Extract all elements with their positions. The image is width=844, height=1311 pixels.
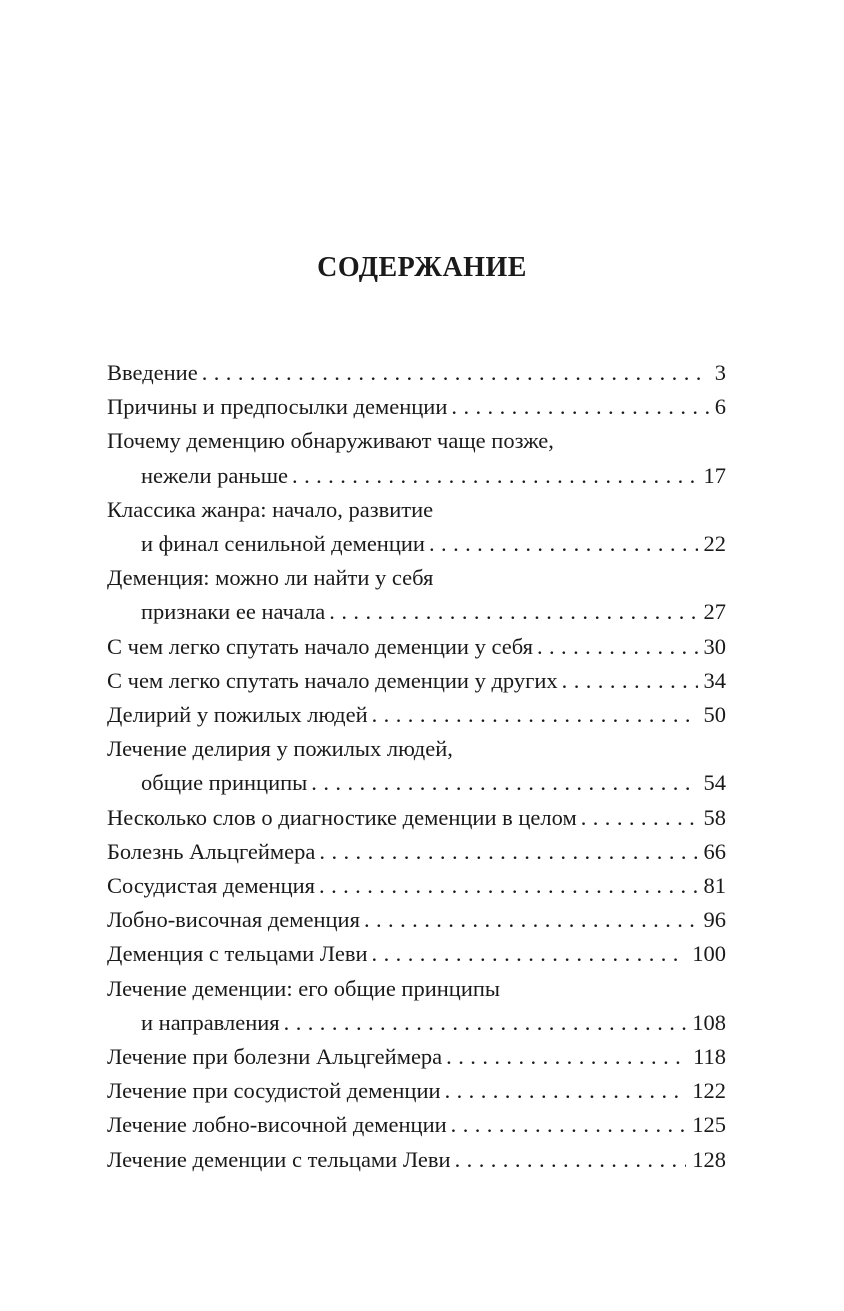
toc-entry-title: Причины и предпосылки деменции (107, 394, 448, 420)
toc-entry-continuation-line (107, 595, 726, 629)
toc-entry (107, 698, 726, 732)
toc-entry-title: Болезнь Альцгеймера (107, 838, 316, 864)
dot-leader (537, 630, 698, 664)
toc-entry-title: и финал сенильной деменции (141, 531, 425, 557)
toc-entry-title: нежели раньше (141, 462, 289, 488)
toc-entry (107, 390, 726, 424)
toc-entry-title: Несколько слов о диагностике деменции в целом (107, 804, 577, 830)
toc-entry (107, 664, 726, 698)
toc-entry-title: Деменция: можно ли найти у себя (107, 565, 434, 591)
toc-entry-line (107, 390, 726, 424)
dot-leader (292, 459, 697, 493)
toc-entry (107, 732, 726, 800)
toc-page-number: 17 (703, 462, 726, 488)
toc-page-number: 81 (703, 873, 726, 899)
dot-leader (319, 869, 697, 903)
toc-page-number: 27 (703, 599, 726, 625)
toc-page-number: 50 (703, 702, 726, 728)
toc-entry (107, 356, 726, 390)
toc-entry-title: Введение (107, 360, 198, 385)
toc-entry-title: Лечение лобно-височной деменции (107, 1112, 447, 1138)
dot-leader (451, 1108, 687, 1142)
toc-page-number: 54 (703, 770, 726, 796)
dot-leader (364, 903, 698, 937)
toc-entry-line (107, 835, 726, 869)
toc-entry (107, 1143, 726, 1177)
toc-entry-line (107, 937, 726, 971)
dot-leader (202, 356, 709, 390)
dot-leader (284, 1006, 687, 1040)
dot-leader (319, 835, 697, 869)
toc-entry-title: Сосудистая деменция (107, 873, 316, 899)
toc-page-number: 66 (703, 838, 726, 864)
toc-entry-line (107, 424, 726, 458)
toc-entry-title: Лечение деменции: его общие принципы (107, 975, 501, 1001)
toc-entry-continuation-line (107, 527, 726, 561)
toc-entry-continuation-line (107, 1006, 726, 1040)
toc-entry-title: С чем легко спутать начало деменции у других (107, 667, 558, 693)
toc-entry-title: С чем легко спутать начало деменции у себя (107, 633, 533, 659)
dot-leader (562, 664, 698, 698)
toc-entry-line (107, 1143, 726, 1177)
toc-entry-line (107, 630, 726, 664)
toc-entry-title: Делирий у пожилых людей (107, 702, 368, 728)
toc-entry-title: Деменция с тельцами Леви (107, 941, 368, 967)
toc-entry (107, 493, 726, 561)
toc-entry-title: Лечение делирия у пожилых людей, (107, 736, 453, 762)
toc-page-number: 108 (692, 1009, 726, 1035)
toc-entry-line (107, 1040, 726, 1074)
dot-leader (445, 1074, 687, 1108)
toc-page-number: 96 (703, 907, 726, 933)
dot-leader (372, 698, 698, 732)
dot-leader (372, 937, 687, 971)
dot-leader (329, 595, 697, 629)
toc-entry (107, 801, 726, 835)
toc-entry (107, 561, 726, 629)
toc-page-number: 118 (693, 1044, 726, 1070)
toc-entry (107, 1040, 726, 1074)
toc-entry-title: общие принципы (141, 770, 308, 796)
toc-page-number: 58 (703, 804, 726, 830)
toc-entry (107, 937, 726, 971)
toc-entry-title: Лечение при сосудистой деменции (107, 1078, 441, 1104)
toc-entry (107, 1074, 726, 1108)
toc-entry-line (107, 869, 726, 903)
toc-entry-line (107, 698, 726, 732)
toc-page-number: 30 (703, 633, 726, 659)
toc-page-number: 122 (692, 1078, 726, 1104)
toc-entry-title: Классика жанра: начало, развитие (107, 496, 434, 522)
toc-entry-line (107, 1108, 726, 1142)
toc-entry-title: Лечение деменции с тельцами Леви (107, 1146, 451, 1172)
dot-leader (446, 1040, 687, 1074)
toc-page-number: 128 (692, 1146, 726, 1172)
toc-entry (107, 835, 726, 869)
toc-entry-line (107, 903, 726, 937)
toc-entry-title: Лечение при болезни Альцгеймера (107, 1044, 443, 1070)
toc-entry (107, 972, 726, 1040)
toc-page-number: 34 (703, 667, 726, 693)
toc-entry-title: Почему деменцию обнаруживают чаще позже, (107, 428, 554, 454)
toc-entry-line (107, 356, 726, 390)
toc-entry (107, 424, 726, 492)
toc-entry (107, 903, 726, 937)
toc-entry-title: признаки ее начала (141, 599, 326, 625)
toc-entry-line (107, 664, 726, 698)
toc-entry-continuation-line (107, 459, 726, 493)
dot-leader (451, 390, 708, 424)
toc-entry (107, 1108, 726, 1142)
toc-entry-title: Лобно-височная деменция (107, 907, 360, 933)
dot-leader (429, 527, 698, 561)
toc-page-number: 22 (703, 531, 726, 557)
toc-page-number: 3 (714, 360, 726, 385)
page-title: СОДЕРЖАНИЕ (317, 252, 527, 283)
toc-entry-line (107, 972, 726, 1006)
table-of-contents (107, 356, 726, 1177)
toc-page-number: 100 (692, 941, 726, 967)
toc-entry-line (107, 493, 726, 527)
toc-entry-title: и направления (141, 1009, 280, 1035)
toc-entry (107, 630, 726, 664)
dot-leader (311, 766, 697, 800)
toc-entry-line (107, 1074, 726, 1108)
dot-leader (455, 1143, 687, 1177)
toc-entry-continuation-line (107, 766, 726, 800)
toc-entry (107, 869, 726, 903)
toc-page-number: 125 (692, 1112, 726, 1138)
dot-leader (581, 801, 698, 835)
toc-entry-line (107, 561, 726, 595)
toc-page-number: 6 (714, 394, 726, 420)
toc-entry-line (107, 732, 726, 766)
toc-entry-line (107, 801, 726, 835)
